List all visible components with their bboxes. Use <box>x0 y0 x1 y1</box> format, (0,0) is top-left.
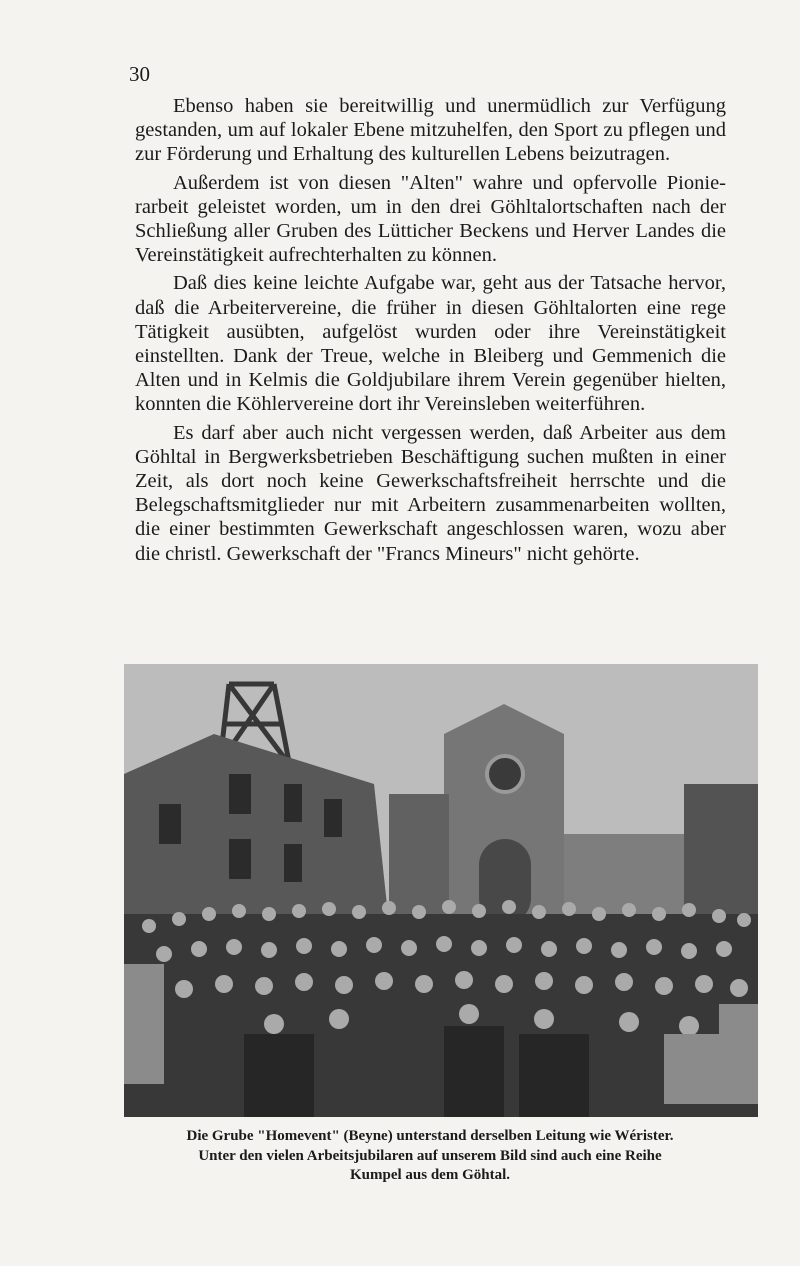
body-text <box>135 94 726 566</box>
caption-line-1: Die Grube "Homevent" (Beyne) unterstand derselben Leitung wie Wérister. <box>186 1128 674 1144</box>
group-photo <box>124 664 758 1117</box>
caption-line-3: Kumpel aus dem Göhtal. <box>349 1167 511 1183</box>
right-building <box>684 784 758 924</box>
caption-line-2: Unter den vielen Arbeitsjubilaren auf unserem Bild sind auch eine Reihe <box>198 1147 662 1164</box>
paragraph-4: Es darf aber auch nicht vergessen werden, daß Arbeiter aus dem Göhltal in Bergwerksbetrieben Beschäftigung suchen mußten in einer Zeit, als dort noch keine Gewerkschaftsfreiheit herrschte und die Belegschaftsmitglieder nur mit Arbeitern zusammenarbeiten wollten, die einer bestimmten Gewerkschaft angeschlossen waren, wozu aber die christl. Gewerkschaft der "Francs Mineurs" nicht gehörte. <box>135 421 726 565</box>
side-block <box>389 794 449 924</box>
round-window <box>487 756 523 792</box>
paragraph-2: Außerdem ist von diesen "Alten" wahre und opfervolle Pionierarbeit geleistet worden, um in den drei Göhltalortschaften nach der Schließung aller Gruben des Lütticher Beckens und Herver Landes die Vereinstätigkeit aufrechterhalten zu können. <box>135 171 726 267</box>
paragraph-1: Ebenso haben sie bereitwillig und unermüdlich zur Verfügung gestanden, um auf lokaler Ebene mitzuhelfen, den Sport zu pflegen und zur Förderung und Erhaltung des kulturellen Lebens beizutragen. <box>135 95 726 166</box>
page-number: 30 <box>129 62 150 86</box>
paragraph-3: Daß dies keine leichte Aufgabe war, geht aus der Tatsache hervor, daß die Arbeitervereine, die früher in diesen Göhltalorten eine rege Tätigkeit ausübten, aufgelöst wurden oder ihre Vereinstätigkeit einstellten. Dank der Treue, welche in Bleiberg und Gemmenich die Alten und in Kelmis die Goldjubilare ihrem Verein gegenüber hielten, konnten die Köhlervereine dort ihr Vereinsleben weiterführen. <box>135 272 726 416</box>
photo-caption <box>130 1127 730 1186</box>
